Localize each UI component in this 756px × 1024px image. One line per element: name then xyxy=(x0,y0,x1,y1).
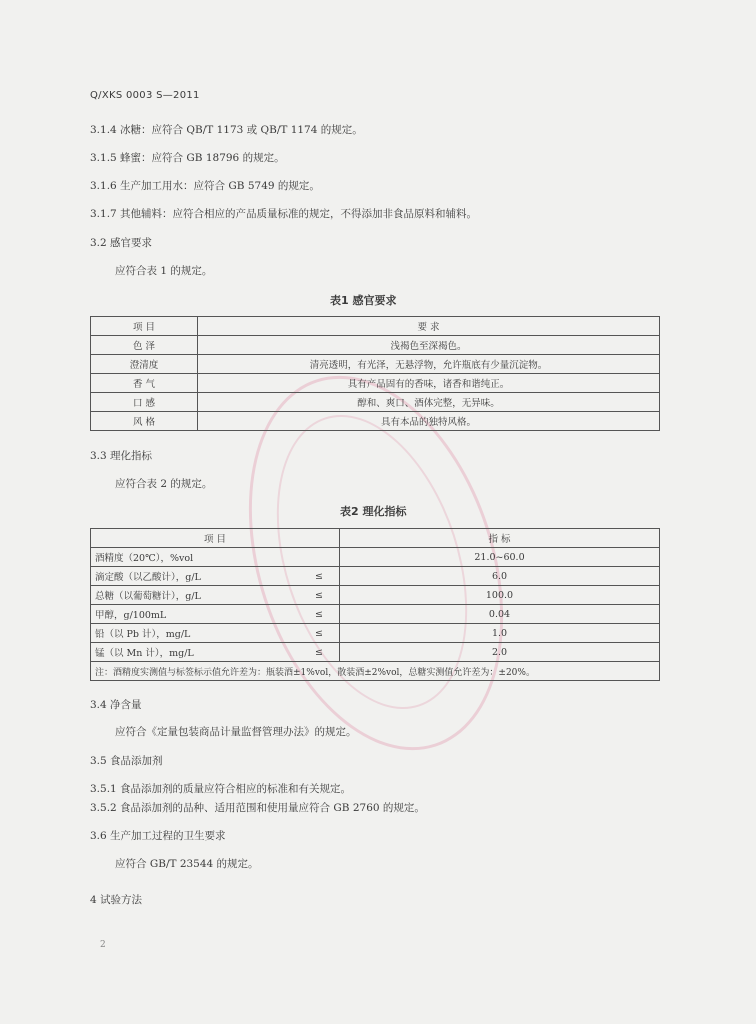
table-row xyxy=(91,567,660,586)
table-header-cell: 指 标 xyxy=(340,529,660,548)
table-header-row xyxy=(91,317,660,336)
clause-3-5-2: 3.5.2 食品添加剂的品种、适用范围和使用量应符合 GB 2760 的规定。 xyxy=(90,802,425,814)
section-3-2-text: 应符合表 1 的规定。 xyxy=(115,265,213,277)
clause-3-5-1: 3.5.1 食品添加剂的质量应符合相应的标准和有关规定。 xyxy=(90,783,352,795)
table-cell: 2.0 xyxy=(340,643,660,662)
clause-3-1-5: 3.1.5 蜂蜜：应符合 GB 18796 的规定。 xyxy=(90,152,285,164)
table-cell: 21.0~60.0 xyxy=(340,548,660,567)
table-row xyxy=(91,624,660,643)
table-cell: 澄清度 xyxy=(91,355,198,374)
table-cell: 0.04 xyxy=(340,605,660,624)
physicochemical-indicators-table xyxy=(90,528,660,681)
page-number: 2 xyxy=(100,940,106,950)
table-cell: ≤ xyxy=(299,643,340,662)
table-cell: 滴定酸（以乙酸计），g/L xyxy=(91,567,300,586)
table-cell xyxy=(299,548,340,567)
table-row xyxy=(91,336,660,355)
table-row xyxy=(91,586,660,605)
clause-3-1-4: 3.1.4 冰糖：应符合 QB/T 1173 或 QB/T 1174 的规定。 xyxy=(90,124,363,136)
table-cell: ≤ xyxy=(299,586,340,605)
table-cell: 具有产品固有的香味，诸香和谐纯正。 xyxy=(198,374,660,393)
clause-3-1-6: 3.1.6 生产加工用水：应符合 GB 5749 的规定。 xyxy=(90,180,320,192)
table-cell: 风 格 xyxy=(91,412,198,431)
table-row xyxy=(91,355,660,374)
standard-number-header: Q/XKS 0003 S—2011 xyxy=(90,90,200,101)
table-cell: 铅（以 Pb 计），mg/L xyxy=(91,624,300,643)
table-cell: 香 气 xyxy=(91,374,198,393)
table-cell: ≤ xyxy=(299,567,340,586)
section-3-6-heading: 3.6 生产加工过程的卫生要求 xyxy=(90,830,226,842)
clause-3-1-7: 3.1.7 其他辅料：应符合相应的产品质量标准的规定，不得添加非食品原料和辅料。 xyxy=(90,208,478,220)
table-cell: 清亮透明，有光泽，无悬浮物，允许瓶底有少量沉淀物。 xyxy=(198,355,660,374)
table-cell: 酒精度（20℃），%vol xyxy=(91,548,300,567)
table-cell: 100.0 xyxy=(340,586,660,605)
section-3-3-heading: 3.3 理化指标 xyxy=(90,450,153,462)
table2-caption: 表2 理化指标 xyxy=(340,505,407,518)
table-row xyxy=(91,605,660,624)
table-cell: 醇和、爽口、酒体完整，无异味。 xyxy=(198,393,660,412)
table-cell: 锰（以 Mn 计），mg/L xyxy=(91,643,300,662)
table-row xyxy=(91,393,660,412)
table-cell: ≤ xyxy=(299,624,340,643)
section-3-3-text: 应符合表 2 的规定。 xyxy=(115,478,213,490)
table-note-row xyxy=(91,662,660,681)
table-header-cell: 项 目 xyxy=(91,317,198,336)
table-cell: 总糖（以葡萄糖计），g/L xyxy=(91,586,300,605)
table-cell: 具有本品的独特风格。 xyxy=(198,412,660,431)
table-cell: 浅褐色至深褐色。 xyxy=(198,336,660,355)
section-3-4-text: 应符合《定量包装商品计量监督管理办法》的规定。 xyxy=(115,726,357,738)
table-cell: 口 感 xyxy=(91,393,198,412)
table-row xyxy=(91,643,660,662)
table-cell: 1.0 xyxy=(340,624,660,643)
section-3-2-heading: 3.2 感官要求 xyxy=(90,237,153,249)
table-row xyxy=(91,412,660,431)
section-3-6-text: 应符合 GB/T 23544 的规定。 xyxy=(115,858,259,870)
table-header-cell: 要 求 xyxy=(198,317,660,336)
section-4-heading: 4 试验方法 xyxy=(90,894,143,906)
table-row xyxy=(91,548,660,567)
table-cell: 甲醇，g/100mL xyxy=(91,605,300,624)
table-cell: ≤ xyxy=(299,605,340,624)
table-cell: 6.0 xyxy=(340,567,660,586)
table-row xyxy=(91,374,660,393)
table-cell: 色 泽 xyxy=(91,336,198,355)
section-3-4-heading: 3.4 净含量 xyxy=(90,699,142,711)
section-3-5-heading: 3.5 食品添加剂 xyxy=(90,755,163,767)
sensory-requirements-table xyxy=(90,316,660,431)
table-note: 注：酒精度实测值与标签标示值允许差为：瓶装酒±1%vol，散装酒±2%vol，总糖实测值允许差为：±20%。 xyxy=(91,662,660,681)
table-header-cell: 项 目 xyxy=(91,529,340,548)
table1-caption: 表1 感官要求 xyxy=(330,294,397,307)
table-header-row xyxy=(91,529,660,548)
